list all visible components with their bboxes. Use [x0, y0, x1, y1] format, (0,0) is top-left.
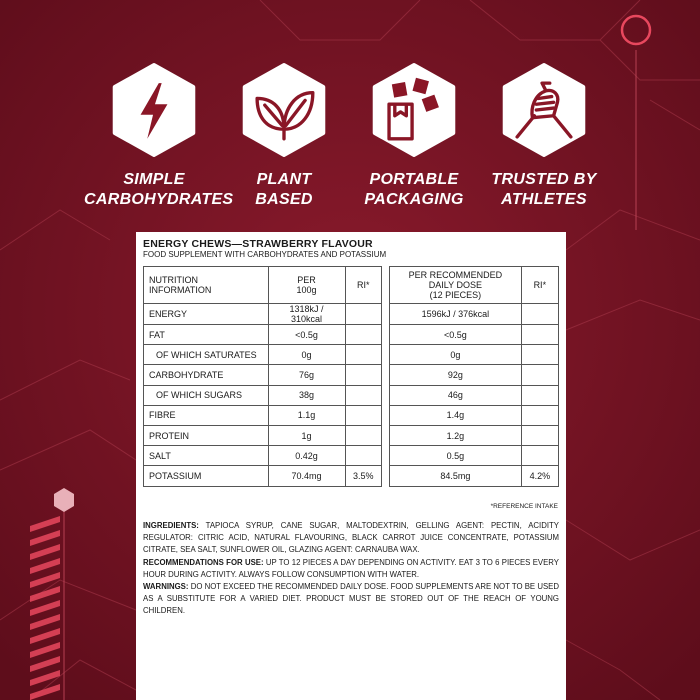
header-per-100g-line1: PER — [297, 275, 316, 285]
nutrition-table — [143, 266, 559, 487]
ingredients-label: INGREDIENTS: — [143, 521, 199, 530]
row-daily: 0.5g — [390, 446, 522, 466]
row-ri — [345, 446, 381, 466]
header-nutrition-information: NUTRITION INFORMATION — [144, 267, 269, 304]
product-notes — [143, 520, 559, 618]
header-ri: RI* — [345, 267, 381, 304]
row-daily: 1.4g — [390, 405, 522, 425]
package-icon — [366, 62, 462, 158]
row-ri — [345, 345, 381, 365]
row-ri-daily — [521, 446, 558, 466]
row-per-100g: <0.5g — [268, 325, 345, 345]
row-per-100g: 1g — [268, 425, 345, 445]
warnings-paragraph — [143, 581, 559, 618]
table-row — [144, 446, 559, 466]
row-ri-daily — [521, 345, 558, 365]
column-gap — [381, 425, 389, 445]
feature-trusted-by-athletes — [474, 62, 614, 210]
recommendations-text: UP TO 12 PIECES A DAY DEPENDING ON ACTIVITY. EAT 3 TO 6 PIECES EVERY HOUR DURING ACTIVITY. ALWAYS FOLLOW CONSUMPTION WITH WATER. — [143, 557, 559, 579]
table-row — [144, 405, 559, 425]
row-name: CARBOHYDRATE — [144, 365, 269, 385]
row-ri — [345, 405, 381, 425]
header-daily-dose-line1: PER RECOMMENDED DAILY DOSE — [408, 270, 503, 290]
row-per-100g: 76g — [268, 365, 345, 385]
column-gap — [381, 304, 389, 325]
handshake-icon — [496, 62, 592, 158]
table-row — [144, 425, 559, 445]
table-row — [144, 466, 559, 486]
column-gap — [381, 466, 389, 486]
row-daily: 84.5mg — [390, 466, 522, 486]
table-header-row — [144, 267, 559, 304]
header-per-100g-line2: 100g — [296, 285, 317, 295]
leaf-icon — [236, 62, 332, 158]
column-gap — [381, 345, 389, 365]
reference-intake-note: *REFERENCE INTAKE — [490, 503, 558, 510]
ingredients-paragraph — [143, 520, 559, 557]
row-per-100g: 1318kJ / 310kcal — [268, 304, 345, 325]
row-daily: 46g — [390, 385, 522, 405]
row-name: PROTEIN — [144, 425, 269, 445]
column-gap — [381, 267, 389, 304]
row-per-100g: 38g — [268, 385, 345, 405]
row-name: POTASSIUM — [144, 466, 269, 486]
column-gap — [381, 405, 389, 425]
row-daily: <0.5g — [390, 325, 522, 345]
row-name: FAT — [144, 325, 269, 345]
row-per-100g: 70.4mg — [268, 466, 345, 486]
lightning-bolt-icon — [106, 62, 202, 158]
row-ri-daily — [521, 385, 558, 405]
row-daily: 0g — [390, 345, 522, 365]
feature-label: PORTABLE PACKAGING — [364, 171, 464, 208]
warnings-label: WARNINGS: — [143, 582, 189, 592]
row-per-100g: 0g — [268, 345, 345, 365]
row-ri-daily: 4.2% — [521, 466, 558, 486]
row-per-100g: 0.42g — [268, 446, 345, 466]
row-daily: 1.2g — [390, 425, 522, 445]
product-title: ENERGY CHEWS—STRAWBERRY FLAVOUR — [143, 238, 373, 250]
column-gap — [381, 446, 389, 466]
column-gap — [381, 365, 389, 385]
row-name: SALT — [144, 446, 269, 466]
row-ri — [345, 304, 381, 325]
row-ri: 3.5% — [345, 466, 381, 486]
row-name: FIBRE — [144, 405, 269, 425]
row-name: ENERGY — [144, 304, 269, 325]
feature-label: SIMPLE CARBOHYDRATES — [84, 171, 234, 208]
recommendations-paragraph — [143, 557, 559, 581]
row-ri-daily — [521, 405, 558, 425]
row-ri — [345, 325, 381, 345]
product-subtitle: FOOD SUPPLEMENT WITH CARBOHYDRATES AND POTASSIUM — [143, 250, 387, 259]
row-ri — [345, 365, 381, 385]
header-daily-dose — [390, 267, 522, 304]
table-row — [144, 345, 559, 365]
table-row — [144, 325, 559, 345]
column-gap — [381, 385, 389, 405]
feature-plant-based — [214, 62, 354, 210]
row-daily: 1596kJ / 376kcal — [390, 304, 522, 325]
warnings-text: DO NOT EXCEED THE RECOMMENDED DAILY DOSE. FOOD SUPPLEMENTS ARE NOT TO BE USED AS A SUBSTITUTE FOR A VARIED DIET. PRODUCT MUST BE STORED OUT OF THE REACH OF YOUNG CHILDREN. — [143, 582, 559, 616]
row-ri-daily — [521, 365, 558, 385]
recommendations-label: RECOMMENDATIONS FOR USE: — [143, 557, 264, 567]
feature-label: TRUSTED BY ATHLETES — [491, 171, 597, 208]
nutrition-panel — [136, 232, 566, 700]
row-ri-daily — [521, 325, 558, 345]
row-ri — [345, 425, 381, 445]
header-ri-daily: RI* — [521, 267, 558, 304]
row-ri — [345, 385, 381, 405]
table-row — [144, 385, 559, 405]
header-daily-dose-line2: (12 PIECES) — [429, 290, 482, 300]
row-daily: 92g — [390, 365, 522, 385]
table-row — [144, 365, 559, 385]
row-ri-daily — [521, 304, 558, 325]
feature-simple-carbohydrates — [84, 62, 234, 210]
table-row — [144, 304, 559, 325]
feature-portable-packaging — [344, 62, 484, 210]
ingredients-text: TAPIOCA SYRUP, CANE SUGAR, MALTODEXTRIN, GELLING AGENT: PECTIN, ACIDITY REGULATOR: CITRIC ACID, NATURAL FLAVOURING, BLACK CARROT JUICE CONCENTRATE, POTASSIUM CITRATE, SEA SALT, SUNFLOWER OIL, GLAZING AGENT: CARNAUBA WAX. — [143, 521, 559, 555]
row-name: OF WHICH SUGARS — [144, 385, 269, 405]
row-per-100g: 1.1g — [268, 405, 345, 425]
column-gap — [381, 325, 389, 345]
row-name: OF WHICH SATURATES — [144, 345, 269, 365]
feature-label: PLANT BASED — [255, 171, 313, 208]
header-per-100g — [268, 267, 345, 304]
row-ri-daily — [521, 425, 558, 445]
